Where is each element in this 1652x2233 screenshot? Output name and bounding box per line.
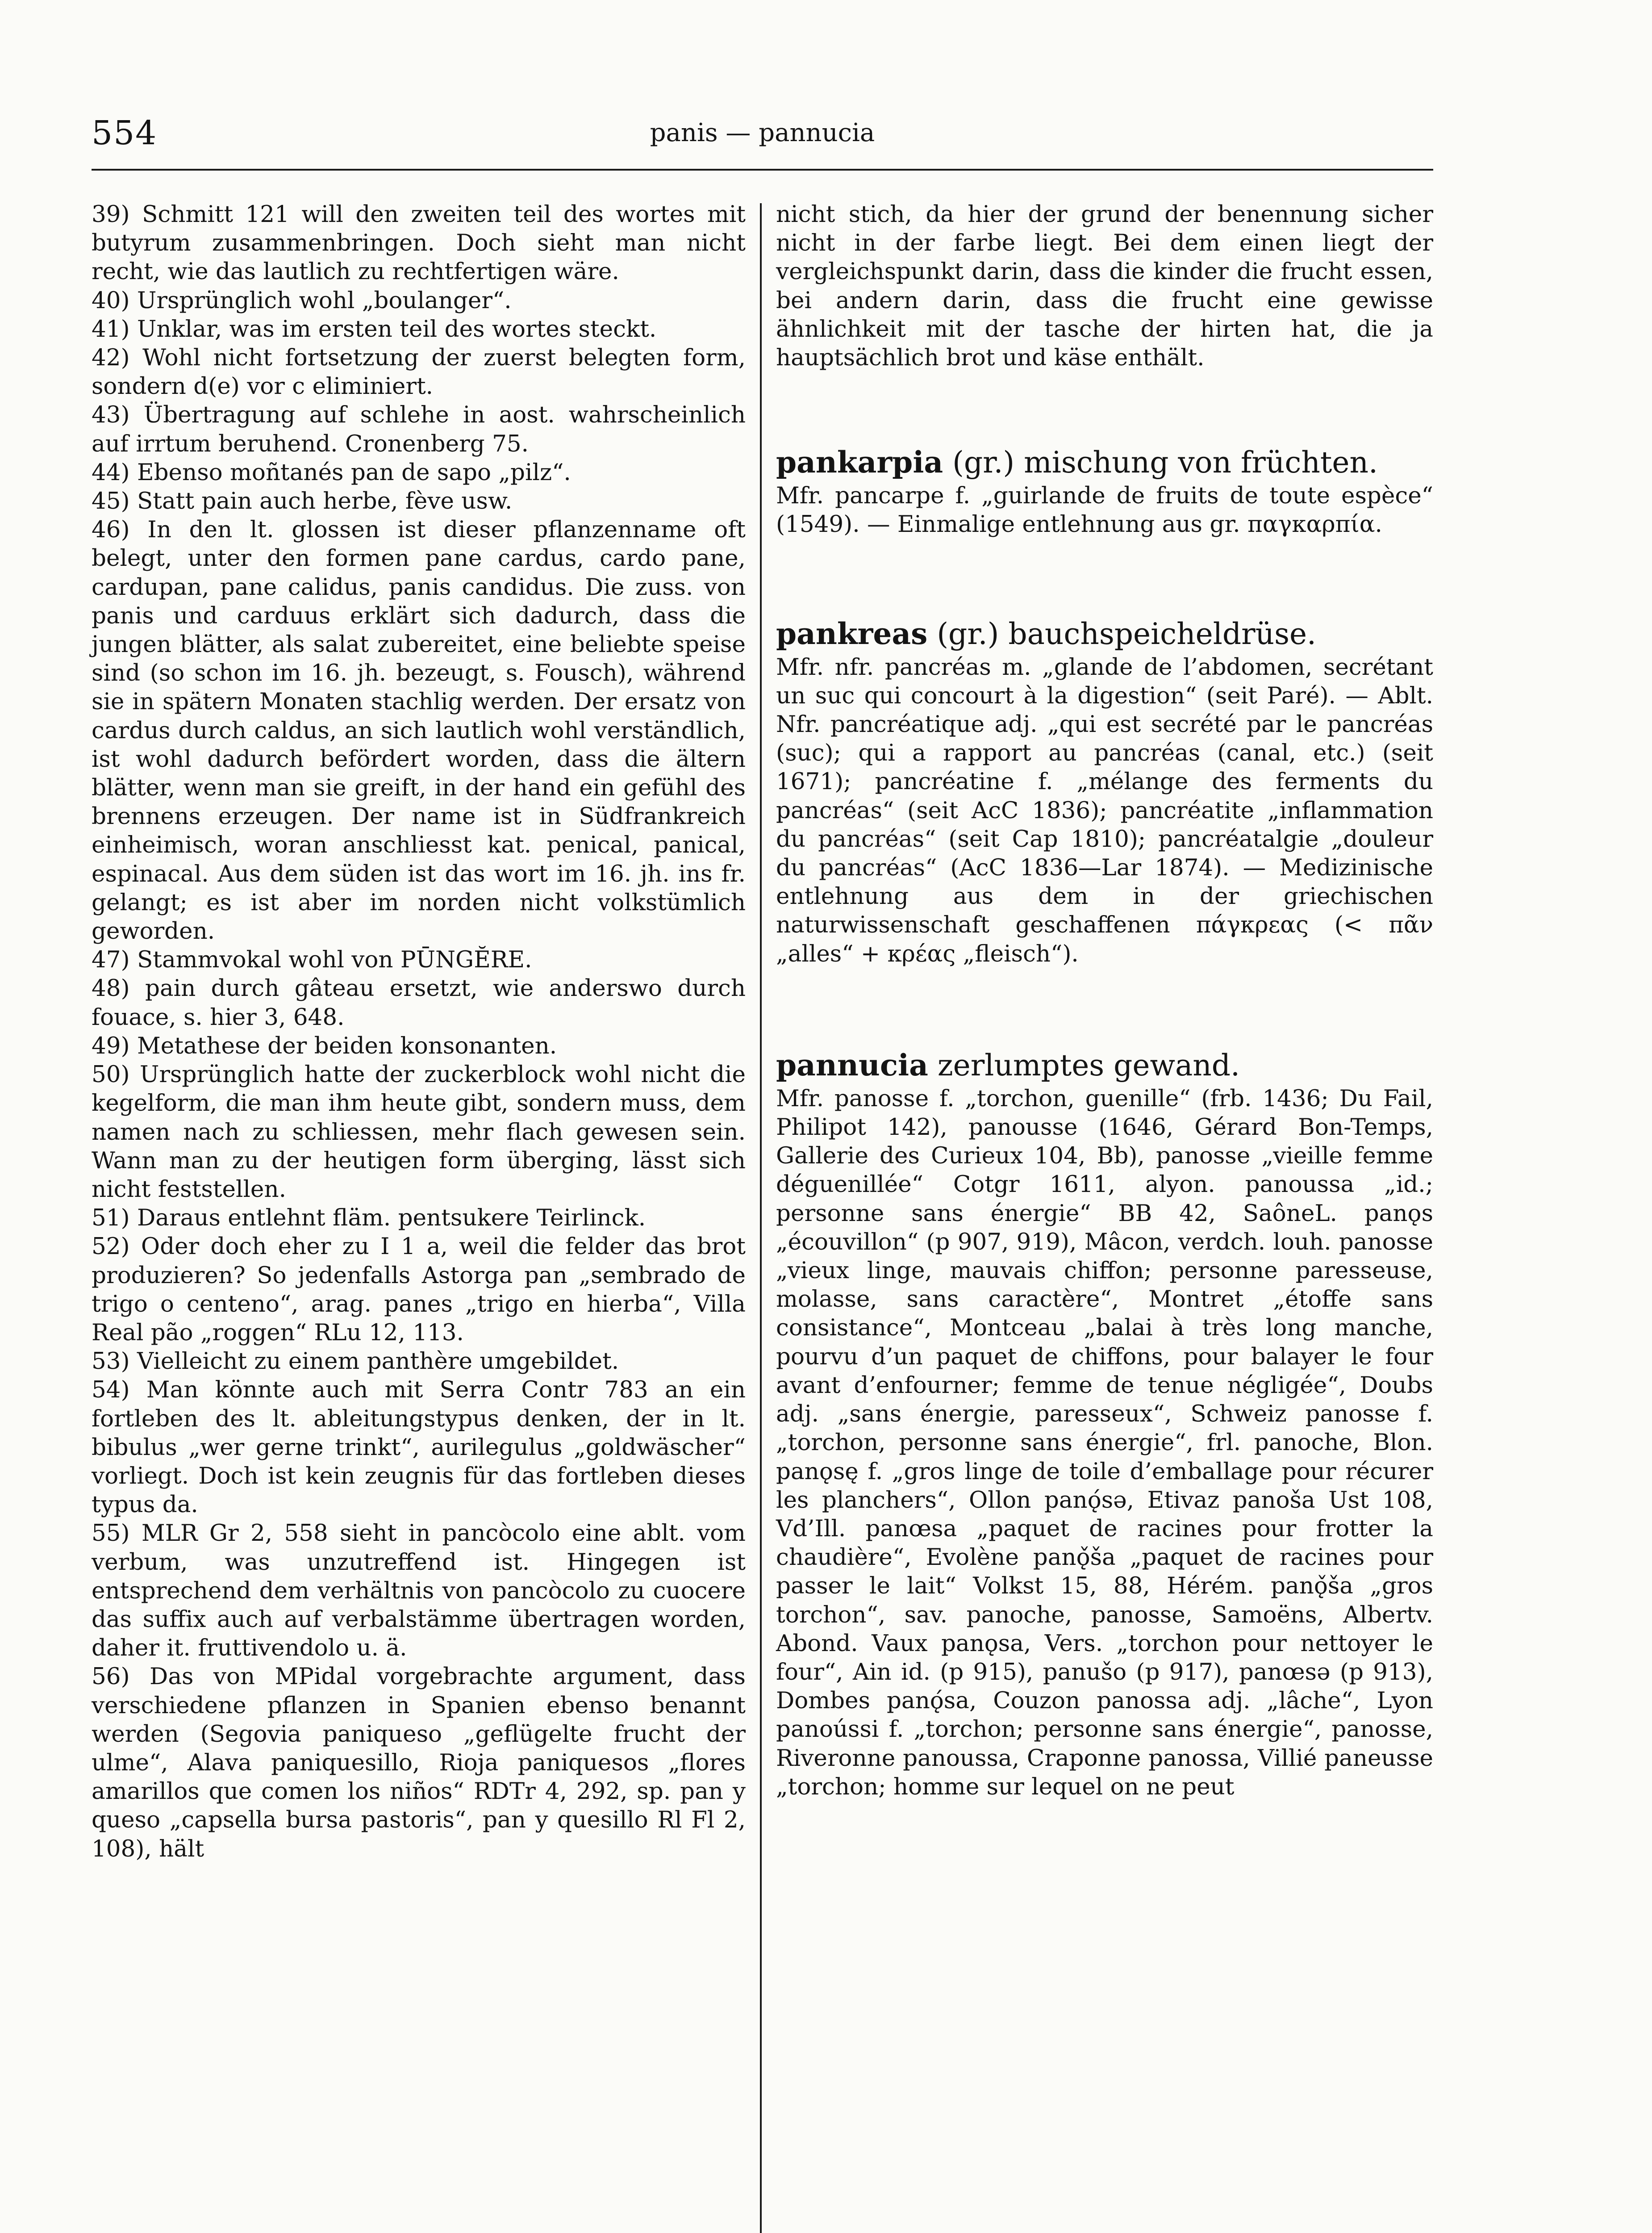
footnote-52: 52) Oder doch eher zu I 1 a, weil die felder das brot produzieren? So jedenfalls Astorga pan „sembrado de trigo o centeno“, arag. panes „trigo en hierba“, Villa Real pão „roggen“ RLu 12, 113. [92, 1233, 746, 1346]
entry-gloss: zerlumptes gewand. [937, 1048, 1240, 1083]
footnote-54: 54) Man könnte auch mit Serra Contr 783 an ein fortleben des lt. ableitungstypus denken, der in lt. bibulus „wer gerne trinkt“, aurilegulus „goldwäscher“ vorliegt. Doch ist kein zeugnis für das fortleben dieses typus da. [92, 1376, 746, 1518]
footnote-43: 43) Übertragung auf schlehe in aost. wahrscheinlich auf irrtum beruhend. Cronenberg 75. [92, 401, 746, 457]
entry-lemma: pankarpia [776, 445, 943, 480]
footnotes-column [92, 200, 746, 1863]
footnote-45: 45) Statt pain auch herbe, fève usw. [92, 488, 513, 515]
column-divider [760, 203, 762, 2233]
entry-pankarpia [776, 443, 1433, 539]
entry-text: Mfr. nfr. pancréas m. „glande de l’abdomen, secrétant un suc qui concourt à la digestion“ (seit Paré). — Ablt. Nfr. pancréatique adj. „qui est secrété par le pancréas (suc); qui a rapport au pancréas (canal, etc.) (seit 1671); pancréatine f. „mélange des ferments du pancréas“ (seit AcC 1836); pancréatite „inflammation du pancréas“ (seit Cap 1810); pancréatalgie „douleur du pancréas“ (AcC 1836—Lar 1874). — Medizinische entlehnung aus dem in der griechischen naturwissenschaft geschaffenen πάγκρεας (< πᾶν „alles“ + κρέας „fleisch“). [776, 653, 1433, 967]
footnote-41: 41) Unklar, was im ersten teil des wortes steckt. [92, 315, 657, 343]
footnote-47: 47) Stammvokal wohl von PŪNGĔRE. [92, 946, 532, 974]
entry-gloss: (gr.) bauchspeicheldrüse. [937, 616, 1317, 651]
entry-text: Mfr. panosse f. „torchon, guenille“ (frb. 1436; Du Fail, Philipot 142), panousse (1646, Gérard Bon-Temps, Gallerie des Curieux 104, Bb), panosse „vieille femme déguenillée“ Cotgr 1611, alyon. panoussa „id.; personne sans énergie“ BB 42, SaôneL. panǫs „écouvillon“ (p 907, 919), Mâcon, verdch. louh. panosse „vieux linge, mauvais chiffon; personne paresseuse, molasse, sans caractère“, Montret „étoffe sans consistance“, Montceau „balai à très long manche, pourvu d’un paquet de chiffons, pour balayer le four avant d’enfourner; femme de tenue négligée“, Doubs adj. „sans énergie, paresseux“, Schweiz panosse f. „torchon, personne sans énergie“, frl. panoche, Blon. panǫsę f. „gros linge de toile d’emballage pour récurer les planchers“, Ollon panǫ́sə, Etivaz panoša Ust 108, Vd’Ill. panœsa „paquet de racines pour frotter la chaudière“, Evolène panǫ̌ša „paquet de racines pour passer le lait“ Volkst 15, 88, Hérém. panǫ̌ša „gros torchon“, sav. panoche, panosse, Samoëns, Albertv. Abond. Vaux panǫsa, Vers. „torchon pour nettoyer le four“, Ain id. (p 915), panušo (p 917), panœsə (p 913), Dombes panǫ́sa, Couzon panossa adj. „lâche“, Lyon panoússi f. „torchon; personne sans énergie“, panosse, Riveronne panoussa, Craponne panossa, Villié paneusse „torchon; homme sur lequel on ne peut [776, 1085, 1433, 1800]
entry-pankreas [776, 615, 1433, 968]
footnote-42: 42) Wohl nicht fortsetzung der zuerst belegten form, sondern d(e) vor c eliminiert. [92, 344, 746, 400]
page-header [92, 114, 1433, 167]
footnote-50: 50) Ursprünglich hatte der zuckerblock wohl nicht die kegelform, die man ihm heute gibt, sondern muss, dem namen nach zu schliessen, mehr flach gewesen sein. Wann man zu der heutigen form überging, lässt sich nicht feststellen. [92, 1061, 746, 1203]
footnote-46: 46) In den lt. glossen ist dieser pflanzenname oft belegt, unter den formen pane cardus, cardo pane, cardupan, pane calidus, panis candidus. Die zuss. von panis und carduus erklärt sich dadurch, dass die jungen blätter, als salat zubereitet, eine beliebte speise sind (so schon im 16. jh. bezeugt, s. Fousch), während sie in spätern Monaten stachlig werden. Der ersatz von cardus durch caldus, an sich lautlich wohl verständlich, ist wohl dadurch befördert worden, dass die ältern blätter, wenn man sie greift, in der hand ein gefühl des brennens erzeugen. Der name ist in Südfrankreich einheimisch, woran anschliesst kat. penical, panical, espinacal. Aus dem süden ist das wort im 16. jh. ins fr. gelangt; es ist aber im norden nicht volkstümlich geworden. [92, 516, 746, 945]
footnote-40: 40) Ursprünglich wohl „boulanger“. [92, 287, 512, 314]
footnote-53: 53) Vielleicht zu einem panthère umgebildet. [92, 1348, 619, 1375]
entry-gloss: (gr.) mischung von früchten. [952, 445, 1378, 480]
entry-lemma: pankreas [776, 616, 928, 651]
entry-heading [776, 1046, 1433, 1084]
header-rule [92, 169, 1433, 171]
footnote-39: 39) Schmitt 121 will den zweiten teil des wortes mit butyrum zusammenbringen. Doch sieht man nicht recht, wie das lautlich zu rechtfertigen wäre. [92, 201, 746, 285]
footnote-48: 48) pain durch gâteau ersetzt, wie anderswo durch fouace, s. hier 3, 648. [92, 975, 746, 1031]
entry-lemma: pannucia [776, 1047, 928, 1083]
entry-text: Mfr. pancarpe f. „guirlande de fruits de toute espèce“ (1549). — Einmalige entlehnung aus gr. παγκαρπία. [776, 482, 1433, 538]
footnote-55: 55) MLR Gr 2, 558 sieht in pancòcolo eine ablt. vom verbum, was unzutreffend ist. Hingegen ist entsprechend dem verhältnis von pancòcolo zu cuocere das suffix auch auf verbalstämme übertragen worden, daher it. fruttivendolo u. ä. [92, 1520, 746, 1662]
entry-heading [776, 443, 1433, 481]
footnote-49: 49) Metathese der beiden konsonanten. [92, 1032, 557, 1059]
footnote-51: 51) Daraus entlehnt fläm. pentsukere Teirlinck. [92, 1204, 646, 1232]
entries-column [776, 200, 1433, 1801]
footnote-56: 56) Das von MPidal vorgebrachte argument, dass verschiedene pflanzen in Spanien ebenso benannt werden (Segovia paniqueso „geflügelte frucht der ulme“, Alava paniquesillo, Rioja paniquesos „flores amarillos que comen los niños“ RDTr 4, 292, sp. pan y queso „capsella bursa pastoris“, pan y quesillo Rl Fl 2, 108), hält [92, 1663, 746, 1862]
continuation-paragraph: nicht stich, da hier der grund der benennung sicher nicht in der farbe liegt. Bei dem einen liegt der vergleichspunkt darin, dass die kinder die frucht essen, bei andern darin, dass die frucht eine gewisse ähnlichkeit mit der tasche der hirten hat, die ja hauptsächlich brot und käse enthält. [776, 201, 1433, 372]
footnote-44: 44) Ebenso moñtanés pan de sapo „pilz“. [92, 459, 571, 486]
running-head: panis — pannucia [650, 118, 875, 147]
page-number: 554 [92, 114, 158, 152]
entry-pannucia [776, 1046, 1433, 1801]
entry-heading [776, 615, 1433, 653]
